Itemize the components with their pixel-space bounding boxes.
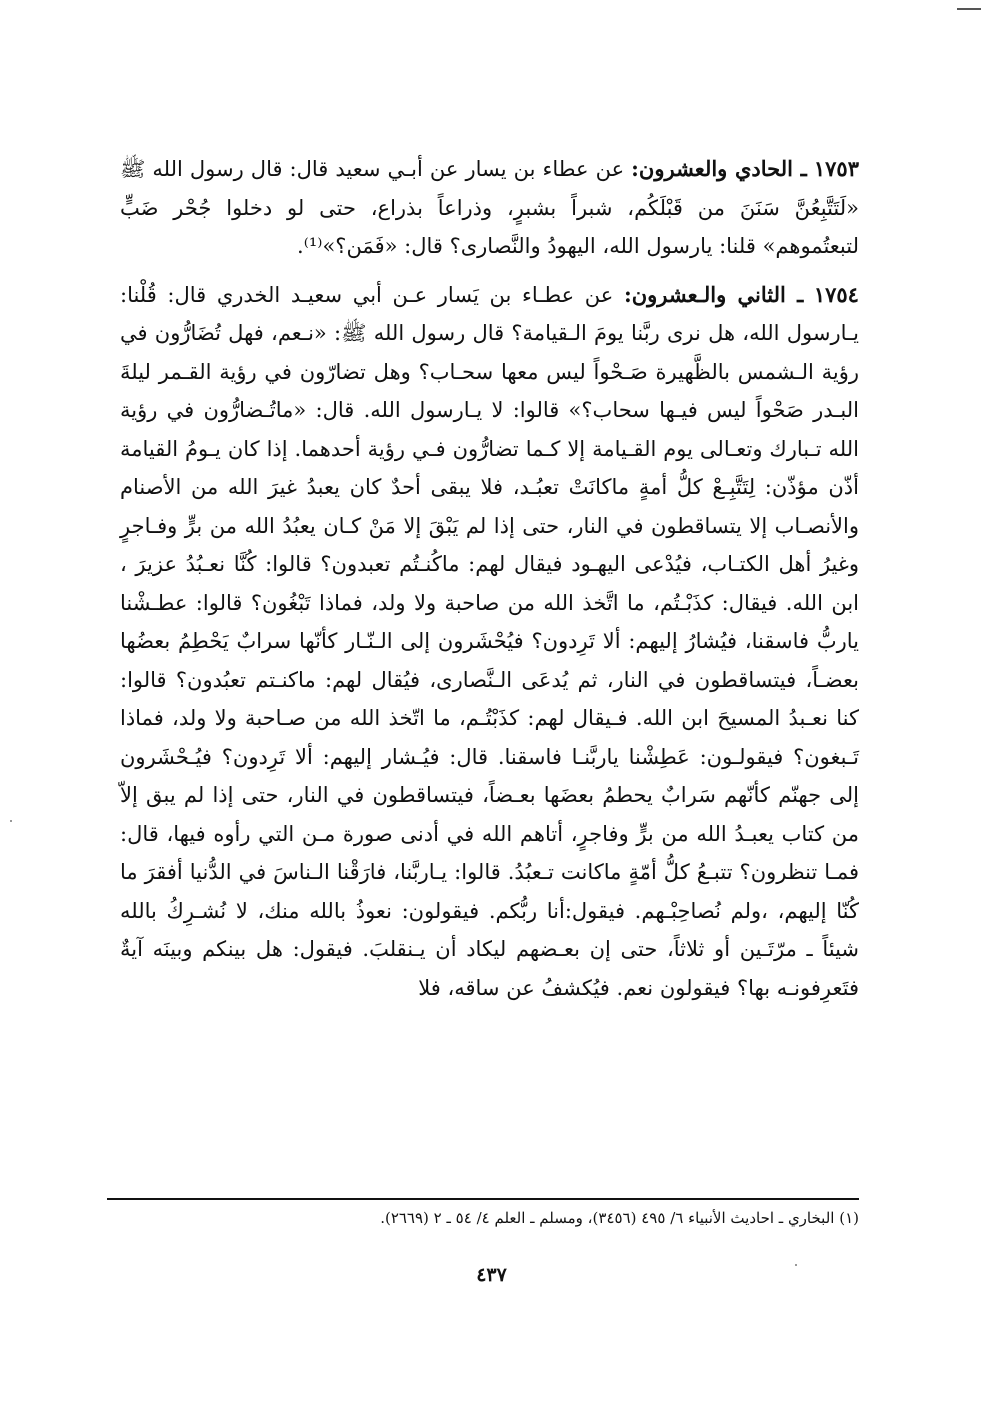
page-number: ٤٣٧: [476, 1264, 507, 1286]
hadith-1753: [120, 150, 859, 266]
footnote-separator: [107, 1198, 859, 1200]
scan-speck: [10, 820, 12, 822]
hadith-body: عن عطـاء بن يَسار عـن أبي سعيـد الخدري قال: قُلْنا: يـارسول الله، هل نرى ربَّنا يومَ الـقيامة؟ قال رسول الله ﷺ: «نـعم، فهل تُضَارُّون في رؤية الـشمس بالظَّهيرة صَـحْواً ليس معها سحـاب؟ وهل تضارّون في رؤية القـمر ليلةَ البـدر صَحْواً ليس فيـها سحاب؟» قالوا: لا يـارسول الله. قال: «ماتُـضارُّون في رؤية الله تـبارك وتعـالى يوم القـيامة إلا كـما تضارُّون فـي رؤية أحدهما. إذا كان يـومُ القيامة أذّن مؤذّن: لِتَتَّبِـعْ كلُّ أمةٍ ماكانَتْ تعبُـد، فلا يبقى أحدٌ كان يعبدُ غيرَ الله من الأصنام والأنصـاب إلا يتساقطون في النار، حتى إذا لم يَبْقَ إلا مَنْ كـان يعبُدُ الله من برٍّ وفـاجرٍ وغيرُ أهل الكتـاب، فيُدْعى اليهـود فيقال لهم: ماكُنـتُم تعبدون؟ قالوا: كُنَّا نعـبُدُ عزيرَ ، ابن الله. فيقال: كذَبْـتُم، ما اتَّخذ الله من صاحبة ولا ولد، فماذا تَبْغُون؟ قالوا: عطـشْنا ياربُّ فاسقنا، فيُشارُ إليهم: ألا تَرِدون؟ فيُحْشَرون إلى الـنّـار كأنّها سرابٌ يَحْطِمُ بعضُها بعضـاً، فيتساقطون في النار، ثم يُدعَى الـنَّصارى، فيُقال لهم: ماكنـتم تعبُدون؟ قالوا: كنا نعـبدُ المسيحَ ابن الله. فـيقال لهم: كذَبْتُـم، ما اتّخذ الله من صـاحبة ولا ولد، فماذا تَـبغون؟ فيقولـون: عَطِشْنا ياربَّنـا فاسقنا. قال: فيُـشار إليهم: ألا تَرِدون؟ فيُـحْشَرون إلى جهنّم كأنّهم سَرابٌ يحطمُ بعضَها بعـضاً، فيتساقطون في النار، حتى إذا لم يبق إلاّ من كتاب يعبـدُ الله من برٍّ وفاجرٍ، أتاهم الله في أدنى صورة مـن التي رأوه فيها، قال: فمـا تنظرون؟ تتبـعُ كلُّ أمّةٍ ماكانت تـعبُدُ. قالوا: يـاربَّنا، فارَقْنا الـناسَ في الدُّنيا أفقرَ ما كُنّا إليهم، ،ولم نُصاحِبْـهم. فيقول:أنا ربُّكم. فيقولون: نعوذُ بالله منك، لا نُشـرِكُ بالله شيئاً ـ مرّتَـين أو ثلاثاً، حتى إن بعـضهم ليكاد أن يـنقلبَ. فيقول: هل بينكم وبينَه آيةٌ فتَعرِفونـه بها؟ فيقولون نعم. فيُكشفُ عن ساقه، فلا: [120, 282, 859, 1000]
hadith-heading: ـ الثاني والـعشرون:: [623, 281, 804, 307]
hadith-body: عن عطاء بن يسار عن أبـي سعيد قال: قال رسول الله ﷺ «لَتَتَّبِعُنَّ سَنَنَ من قَبْلَكُم، شبراً بشبرٍ، وذراعاً بذراع، حتى لو دخلوا جُحْر ضَبٍّ لتبعتُموهم» قلنا: يارسول الله، اليهودُ والنَّصارى؟ قال: «فَمَن؟»⁽¹⁾.: [120, 157, 859, 258]
scan-corner-mark: [957, 8, 981, 10]
hadith-number: ١٧٥٤: [813, 281, 859, 307]
hadith-number: ١٧٥٣: [813, 156, 859, 181]
hadith-1754: [120, 276, 859, 1008]
footnote: (١) البخاري ـ احاديث الأنبياء ٦/ ٤٩٥ (٣٤٥٦)، ومسلم ـ العلم ٤/ ٥٤ ـ ٢ (٢٦٦٩).: [380, 1209, 859, 1227]
main-text: [120, 150, 859, 1007]
hadith-heading: ـ الحادي والعشرون:: [631, 156, 807, 181]
